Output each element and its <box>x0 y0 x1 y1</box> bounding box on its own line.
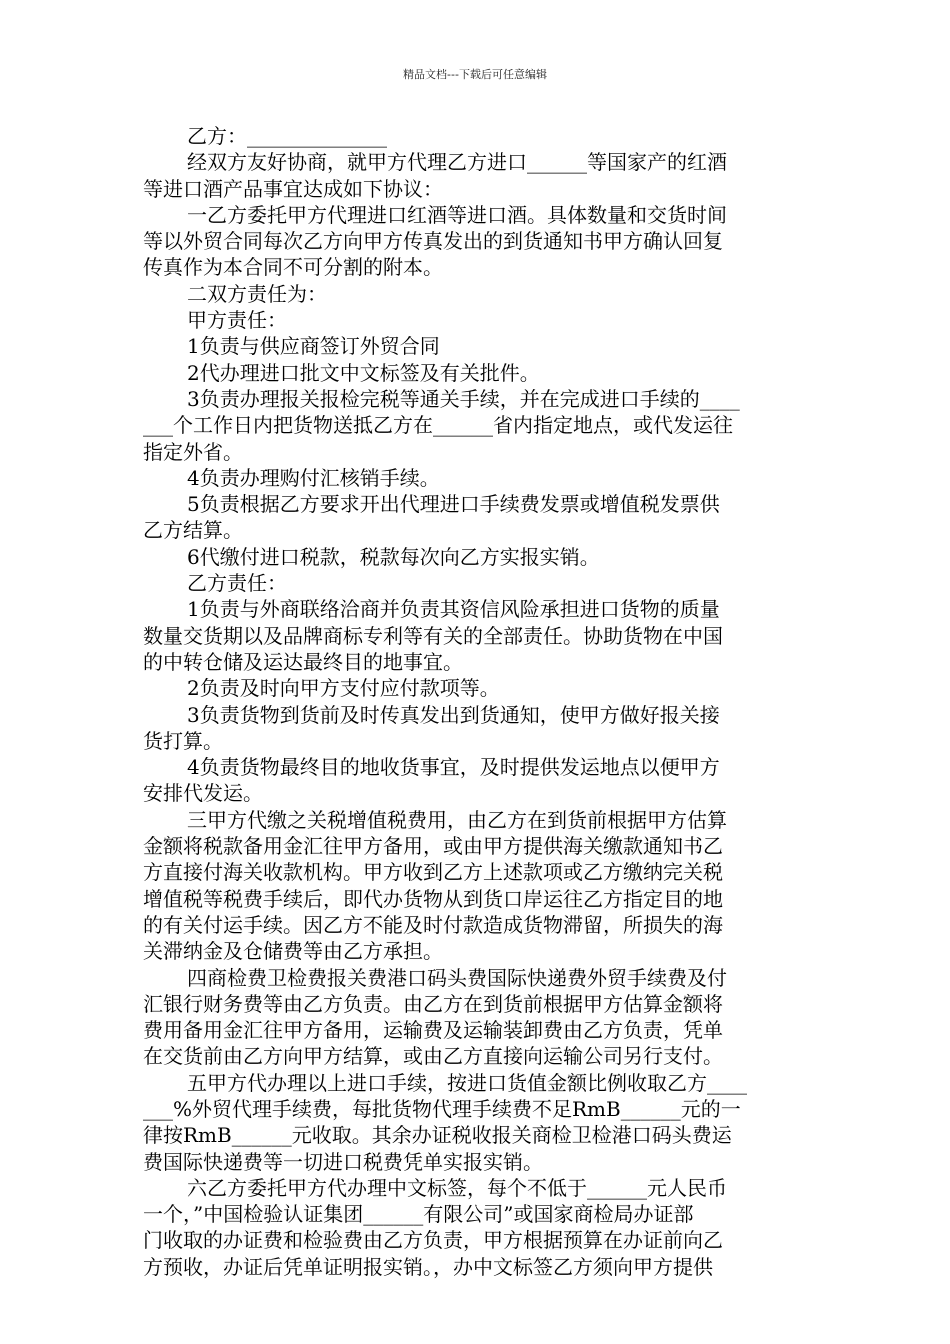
text-line: 金额将税款备用金汇往甲方备用，或由甲方提供海关缴款通知书乙 <box>143 834 723 859</box>
text-line: 4负责办理购付汇核销手续。 <box>187 465 440 490</box>
text-line: 律按RmB______元收取。其余办证税收报关商检卫检港口码头费运 <box>143 1123 732 1148</box>
text-line: 费用备用金汇往甲方备用，运输费及运输装卸费由乙方负责，凭单 <box>143 1018 723 1043</box>
text-line: 等以外贸合同每次乙方向甲方传真发出的到货通知书甲方确认回复 <box>143 229 723 254</box>
text-line: 指定外省。 <box>143 439 243 464</box>
text-line: 5负责根据乙方要求开出代理进口手续费发票或增值税发票供 <box>187 492 720 517</box>
text-line: 1负责与外商联络洽商并负责其资信风险承担进口货物的质量 <box>187 597 720 622</box>
text-line: 4负责货物最终目的地收货事宜，及时提供发运地点以便甲方 <box>187 755 720 780</box>
text-line: 门收取的办证费和检验费由乙方负责，甲方根据预算在办证前向乙 <box>143 1228 723 1253</box>
text-line: ___%外贸代理手续费，每批货物代理手续费不足RmB______元的一 <box>143 1096 741 1121</box>
text-line: 等进口酒产品事宜达成如下协议： <box>143 176 443 201</box>
text-line: 的中转仓储及运达最终目的地事宜。 <box>143 649 463 674</box>
text-line: 汇银行财务费等由乙方负责。由乙方在到货前根据甲方估算金额将 <box>143 991 723 1016</box>
text-line: 安排代发运。 <box>143 781 263 806</box>
text-line: 二双方责任为： <box>187 281 327 306</box>
text-line: 货打算。 <box>143 728 223 753</box>
page-header: 精品文档---下载后可任意编辑 <box>403 68 547 81</box>
text-line: 数量交货期以及品牌商标专利等有关的全部责任。协助货物在中国 <box>143 623 723 648</box>
text-line: 在交货前由乙方向甲方结算，或由乙方直接向运输公司另行支付。 <box>143 1044 723 1069</box>
text-line: 方预收，办证后凭单证明报实销。，办中文标签乙方须向甲方提供 <box>143 1254 713 1279</box>
text-line: 关滞纳金及仓储费等由乙方承担。 <box>143 939 443 964</box>
text-line: 乙方：______________ <box>187 124 387 148</box>
text-line: 3负责办理报关报检完税等通关手续，并在完成进口手续的____ <box>187 386 740 411</box>
text-line: 2负责及时向甲方支付应付款项等。 <box>187 676 500 701</box>
text-line: 方直接付海关收款机构。甲方收到乙方上述款项或乙方缴纳完关税 <box>143 860 723 885</box>
text-line: 费国际快递费等一切进口税费凭单实报实销。 <box>143 1149 543 1174</box>
text-line: 一个，”中国检验认证集团______有限公司”或国家商检局办证部 <box>143 1202 694 1227</box>
text-line: 乙方结算。 <box>143 518 243 543</box>
text-line: ___个工作日内把货物送抵乙方在______省内指定地点，或代发运往 <box>143 413 733 438</box>
text-line: 6代缴付进口税款，税款每次向乙方实报实销。 <box>187 544 600 569</box>
text-line: 的有关付运手续。因乙方不能及时付款造成货物滞留，所损失的海 <box>143 912 723 937</box>
text-line: 经双方友好协商，就甲方代理乙方进口______等国家产的红酒 <box>187 150 727 175</box>
document-body <box>143 123 808 1280</box>
text-line: 2代办理进口批文中文标签及有关批件。 <box>187 360 540 385</box>
text-line: 一乙方委托甲方代理进口红酒等进口酒。具体数量和交货时间 <box>187 202 727 227</box>
text-line: 四商检费卫检费报关费港口码头费国际快递费外贸手续费及付 <box>187 965 727 990</box>
text-line: 传真作为本合同不可分割的附本。 <box>143 255 443 280</box>
text-line: 3负责货物到货前及时传真发出到货通知，使甲方做好报关接 <box>187 702 720 727</box>
text-line: 五甲方代办理以上进口手续，按进口货值金额比例收取乙方____ <box>187 1070 747 1095</box>
text-line: 甲方责任： <box>187 308 287 333</box>
text-line: 增值税等税费手续后，即代办货物从到货口岸运往乙方指定目的地 <box>143 886 723 911</box>
text-line: 六乙方委托甲方代办理中文标签，每个不低于______元人民币 <box>187 1175 727 1200</box>
text-line: 三甲方代缴之关税增值税费用，由乙方在到货前根据甲方估算 <box>187 807 727 832</box>
text-line: 乙方责任： <box>187 571 287 596</box>
text-line: 1负责与供应商签订外贸合同 <box>187 334 440 359</box>
